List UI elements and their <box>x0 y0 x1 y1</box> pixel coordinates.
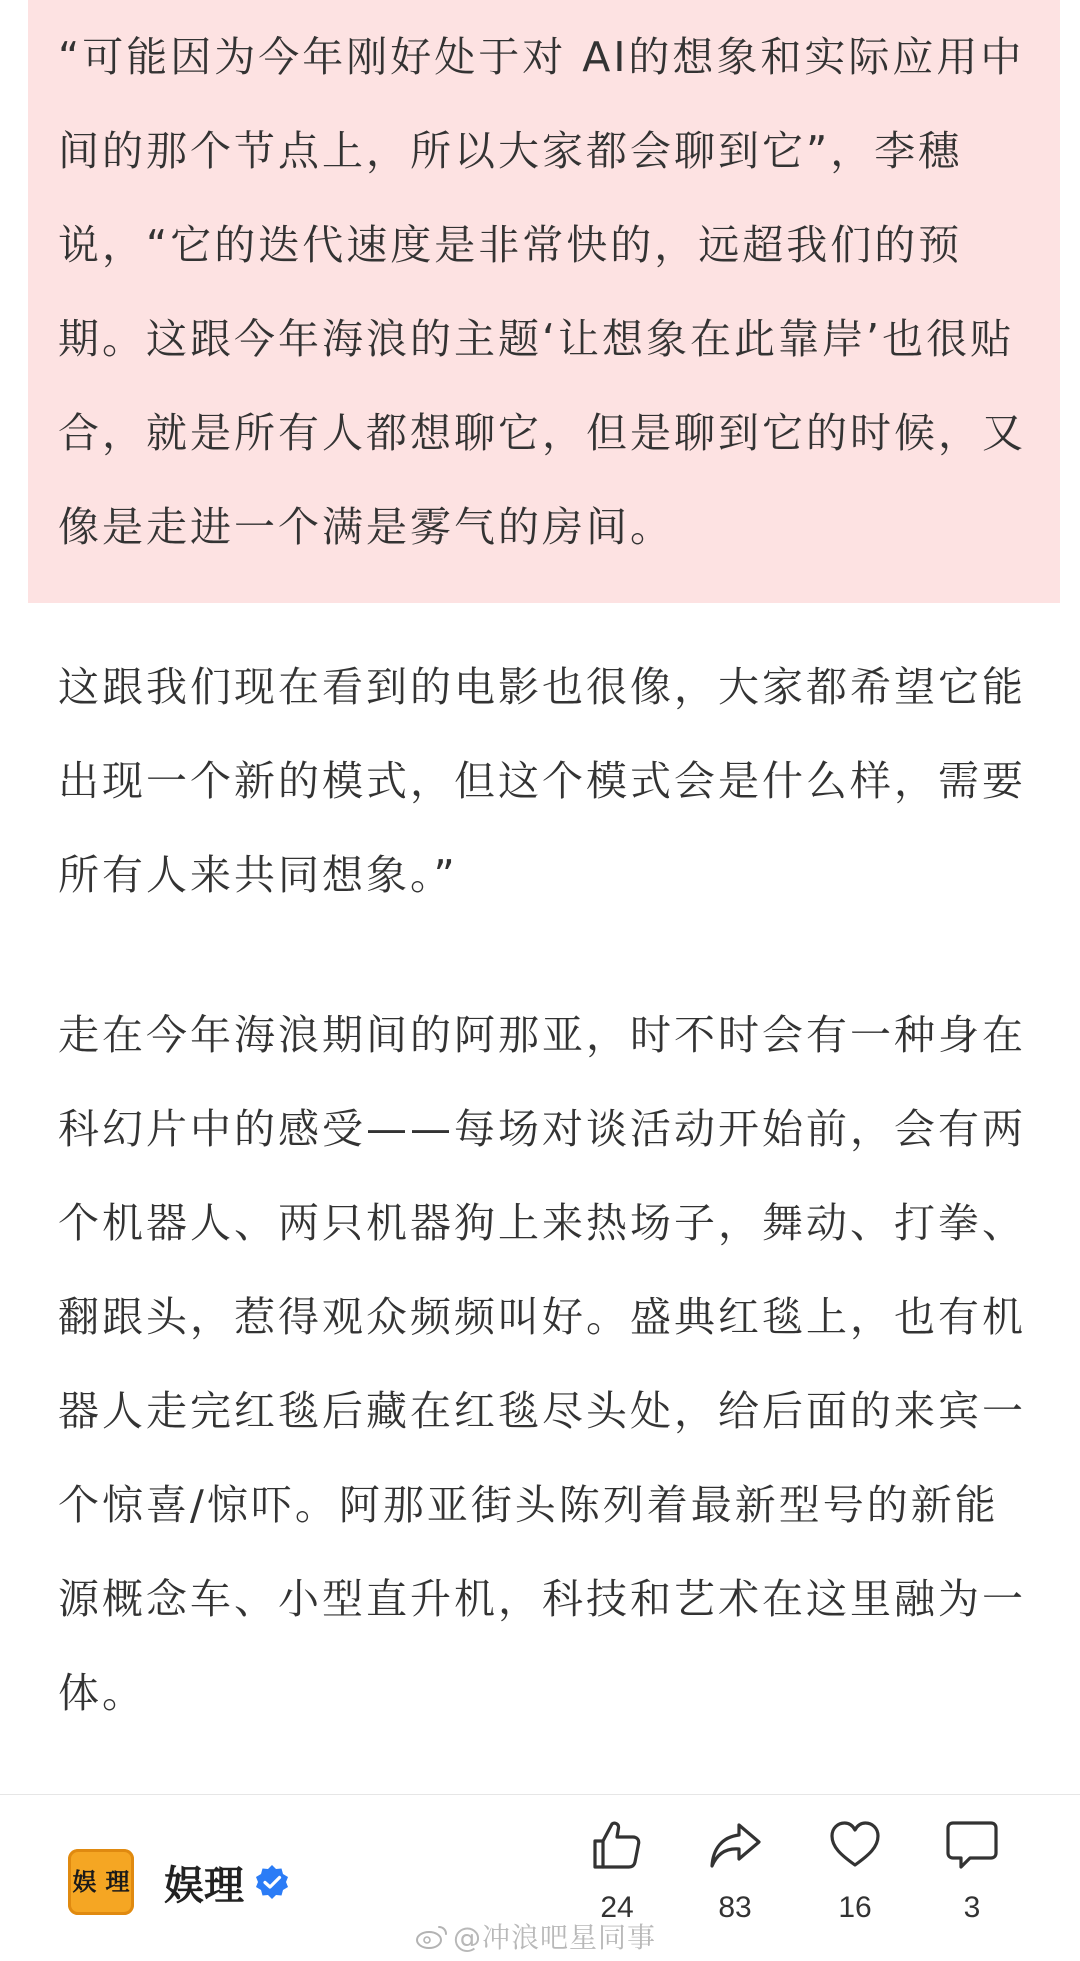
favorite-count: 16 <box>838 1891 872 1924</box>
avatar-char: 理 <box>105 1868 130 1896</box>
comment-count: 3 <box>963 1891 981 1924</box>
article-paragraph: 走在今年海浪期间的阿那亚，时不时会有一种身在科幻片中的感受——每场对谈活动开始前，会有两个机器人、两只机器狗上来热场子，舞动、打拳、翻跟头，惹得观众频频叫好。盛典红毯上，也有机器人走完红毯后藏在红毯尽头处，给后面的来宾一个惊喜/惊吓。阿那亚街头陈列着最新型号的新能源概念车、小型直升机，科技和艺术在这里融为一体。 <box>58 1011 1026 1717</box>
author-name[interactable]: 娱理 <box>164 1862 244 1909</box>
article-paragraph-quote: “可能因为今年刚好处于对 AI的想象和实际应用中间的那个节点上，所以大家都会聊到它”，李穗说，“它的迭代速度是非常快的，远超我们的预期。这跟今年海浪的主题‘让想象在此靠岸’也很贴合，就是所有人都想聊它，但是聊到它的时候，又像是走进一个满是雾气的房间。 <box>58 33 1026 551</box>
like-count: 24 <box>600 1891 634 1924</box>
comment-bubble-icon <box>944 1817 1000 1873</box>
share-arrow-icon <box>707 1817 763 1873</box>
favorite-button[interactable] <box>805 1817 905 1925</box>
comment-button[interactable] <box>922 1817 1022 1925</box>
like-button[interactable] <box>567 1817 667 1925</box>
weibo-watermark <box>415 1916 656 1956</box>
weibo-logo-icon <box>415 1922 449 1950</box>
watermark-text: @冲浪吧星同事 <box>453 1921 657 1954</box>
article-paragraph: 这跟我们现在看到的电影也很像，大家都希望它能出现一个新的模式，但这个模式会是什么样，需要所有人来共同想象。” <box>58 663 1026 899</box>
heart-icon <box>827 1817 883 1873</box>
avatar-char: 娱 <box>72 1868 97 1896</box>
share-count: 83 <box>718 1891 752 1924</box>
share-button[interactable] <box>685 1817 785 1925</box>
thumbs-up-icon <box>589 1817 645 1873</box>
